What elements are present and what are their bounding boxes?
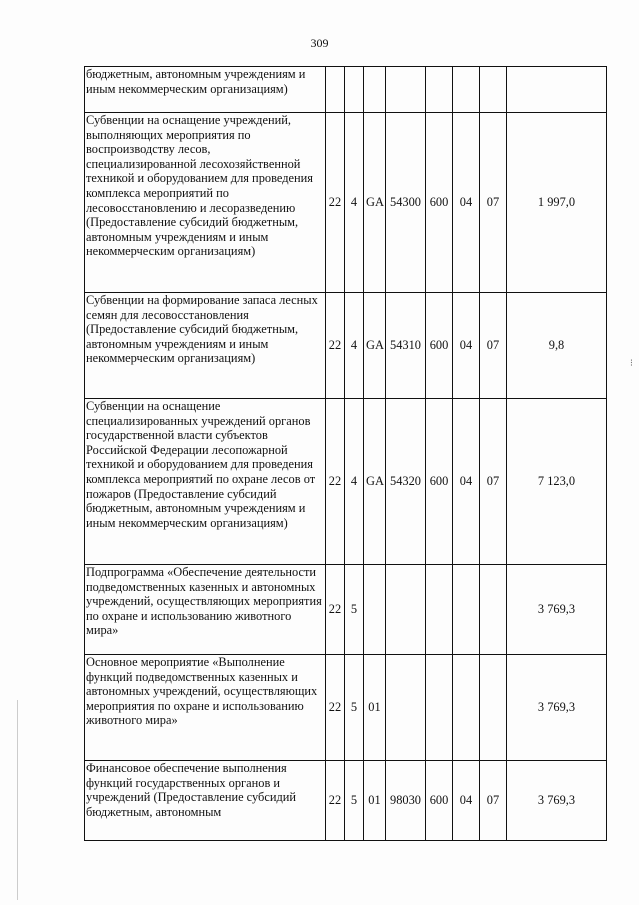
section-code: 04 xyxy=(453,293,480,399)
main-measure-code: GA xyxy=(364,399,386,565)
expense-type-code: 600 xyxy=(426,761,453,841)
direction-code: 54310 xyxy=(386,293,426,399)
amount-value: 3 769,3 xyxy=(507,655,607,761)
expense-type-code xyxy=(426,67,453,113)
program-code: 22 xyxy=(326,293,345,399)
amount-value: 3 769,3 xyxy=(507,565,607,655)
table-row xyxy=(85,293,607,399)
budget-table xyxy=(84,66,607,841)
expense-type-code: 600 xyxy=(426,113,453,293)
subprogram-code: 5 xyxy=(345,655,364,761)
amount-value: 7 123,0 xyxy=(507,399,607,565)
subsection-code: 07 xyxy=(480,293,507,399)
expense-type-code xyxy=(426,565,453,655)
main-measure-code: 01 xyxy=(364,655,386,761)
section-code: 04 xyxy=(453,761,480,841)
expense-type-code: 600 xyxy=(426,293,453,399)
direction-code xyxy=(386,655,426,761)
program-code: 22 xyxy=(326,655,345,761)
page-number: 309 xyxy=(310,36,329,50)
subsection-code xyxy=(480,655,507,761)
direction-code xyxy=(386,67,426,113)
direction-code xyxy=(386,565,426,655)
row-description: Субвенции на оснащение учреждений, выполняющих мероприятия по воспроизводству лесов, специализированной лесохозяйственной техникой и оборудованием для проведения комплекса мероприятий по лесовосстановлению и лесоразведению (Предоставление субсидий бюджетным, автономным учреждениям и иным некоммерческим организациям) xyxy=(85,113,326,293)
amount-value: 3 769,3 xyxy=(507,761,607,841)
subprogram-code: 4 xyxy=(345,113,364,293)
amount-value: 1 997,0 xyxy=(507,113,607,293)
row-description: Субвенции на формирование запаса лесных семян для лесовосстановления (Предоставление субсидий бюджетным, автономным учреждениям и иным некоммерческим организациям) xyxy=(85,293,326,399)
subprogram-code: 4 xyxy=(345,399,364,565)
section-code xyxy=(453,67,480,113)
amount-value xyxy=(507,67,607,113)
table-row xyxy=(85,67,607,113)
expense-type-code: 600 xyxy=(426,399,453,565)
table-row xyxy=(85,565,607,655)
program-code: 22 xyxy=(326,565,345,655)
amount-value: 9,8 xyxy=(507,293,607,399)
table-body xyxy=(85,67,607,841)
main-measure-code: GA xyxy=(364,113,386,293)
row-description: Подпрограмма «Обеспечение деятельности подведомственных казенных и автономных учреждений, осуществляющих мероприятия по охране и использованию животного мира» xyxy=(85,565,326,655)
subprogram-code xyxy=(345,67,364,113)
section-code xyxy=(453,655,480,761)
main-measure-code: GA xyxy=(364,293,386,399)
subprogram-code: 5 xyxy=(345,565,364,655)
subsection-code xyxy=(480,67,507,113)
table-row xyxy=(85,655,607,761)
subprogram-code: 5 xyxy=(345,761,364,841)
row-description: Финансовое обеспечение выполнения функций государственных органов и учреждений (Предоставление субсидий бюджетным, автономным xyxy=(85,761,326,841)
table-row xyxy=(85,399,607,565)
subprogram-code: 4 xyxy=(345,293,364,399)
subsection-code: 07 xyxy=(480,761,507,841)
section-code xyxy=(453,565,480,655)
scan-edge-line xyxy=(17,700,18,900)
main-measure-code: 01 xyxy=(364,761,386,841)
main-measure-code xyxy=(364,565,386,655)
program-code xyxy=(326,67,345,113)
row-description: Субвенции на оснащение специализированных учреждений органов государственной власти субъектов Российской Федерации лесопожарной техникой и оборудованием для проведения комплекса мероприятий по охране лесов от пожаров (Предоставление субсидий бюджетным, автономным учреждениям и иным некоммерческим организациям) xyxy=(85,399,326,565)
program-code: 22 xyxy=(326,113,345,293)
section-code: 04 xyxy=(453,399,480,565)
table-row xyxy=(85,113,607,293)
subsection-code: 07 xyxy=(480,399,507,565)
table-row xyxy=(85,761,607,841)
section-code: 04 xyxy=(453,113,480,293)
program-code: 22 xyxy=(326,761,345,841)
row-description: бюджетным, автономным учреждениям и иным некоммерческим организациям) xyxy=(85,67,326,113)
direction-code: 54300 xyxy=(386,113,426,293)
main-measure-code xyxy=(364,67,386,113)
scan-artifact: ⁝ xyxy=(629,358,633,369)
subsection-code xyxy=(480,565,507,655)
row-description: Основное мероприятие «Выполнение функций подведомственных казенных и автономных учреждений, осуществляющих мероприятия по охране и использованию животного мира» xyxy=(85,655,326,761)
program-code: 22 xyxy=(326,399,345,565)
expense-type-code xyxy=(426,655,453,761)
subsection-code: 07 xyxy=(480,113,507,293)
direction-code: 98030 xyxy=(386,761,426,841)
direction-code: 54320 xyxy=(386,399,426,565)
